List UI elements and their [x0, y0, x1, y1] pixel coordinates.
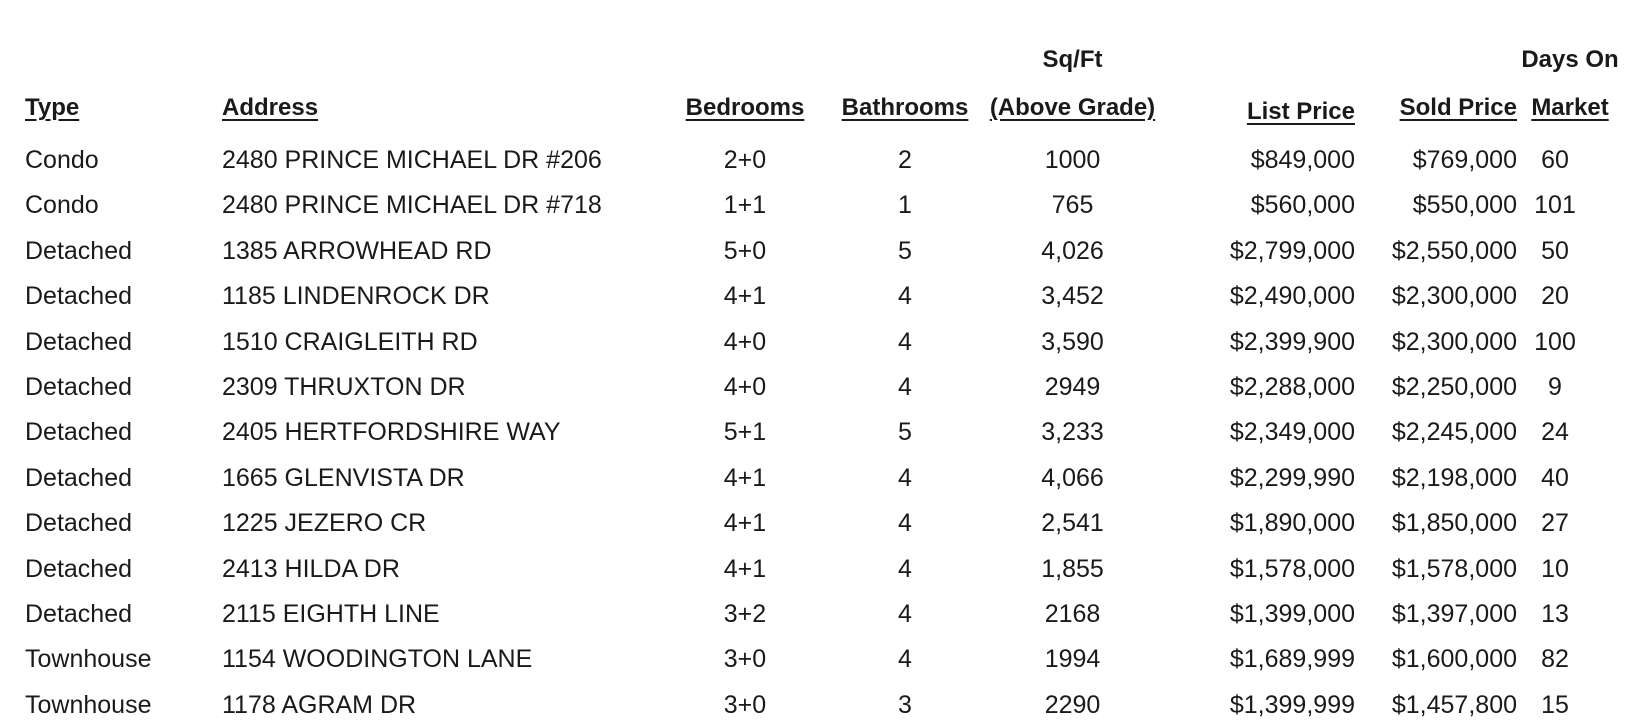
cell-list-price: $560,000 — [1250, 191, 1355, 220]
cell-type: Detached — [25, 463, 133, 492]
cell-sqft: 2949 — [1044, 373, 1101, 402]
header-sqft-line1: Sq/Ft — [1042, 46, 1103, 73]
cell-bedrooms: 4+1 — [723, 282, 767, 311]
cell-address: 1154 WOODINGTON LANE — [222, 645, 533, 674]
cell-address: 2115 EIGHTH LINE — [222, 600, 440, 629]
table-row — [25, 365, 1645, 410]
table-row — [25, 132, 1645, 183]
cell-bedrooms: 4+1 — [723, 509, 767, 538]
cell-list-price: $2,349,000 — [1229, 418, 1355, 447]
table-row — [25, 274, 1645, 319]
cell-days-on-market: 50 — [1541, 236, 1569, 265]
cell-days-on-market: 82 — [1541, 645, 1569, 674]
cell-bathrooms: 4 — [898, 463, 912, 492]
cell-address: 2309 THRUXTON DR — [222, 373, 466, 402]
cell-type: Detached — [25, 418, 133, 447]
header-list-price: List Price — [1246, 98, 1355, 125]
cell-bedrooms: 4+1 — [723, 554, 767, 583]
cell-days-on-market: 24 — [1541, 418, 1569, 447]
header-row — [25, 26, 1645, 132]
cell-days-on-market: 60 — [1541, 146, 1569, 174]
cell-sqft: 2168 — [1044, 600, 1101, 629]
cell-list-price: $849,000 — [1250, 146, 1355, 174]
cell-sold-price: $550,000 — [1412, 191, 1517, 220]
cell-bathrooms: 4 — [898, 373, 912, 402]
cell-sold-price: $769,000 — [1412, 146, 1517, 174]
cell-sqft: 1000 — [1044, 146, 1101, 174]
cell-list-price: $1,578,000 — [1229, 554, 1355, 583]
header-sqft — [985, 26, 1185, 132]
cell-type: Detached — [25, 554, 133, 583]
cell-type: Detached — [25, 373, 133, 402]
cell-sold-price: $1,578,000 — [1391, 554, 1517, 583]
cell-bathrooms: 5 — [898, 418, 912, 447]
cell-bathrooms: 1 — [898, 191, 912, 220]
cell-bathrooms: 2 — [898, 146, 912, 174]
cell-address: 1510 CRAIGLEITH RD — [222, 327, 478, 356]
cell-days-on-market: 40 — [1541, 463, 1569, 492]
cell-sold-price: $2,300,000 — [1391, 282, 1517, 311]
cell-sqft: 2290 — [1044, 690, 1101, 719]
cell-bathrooms: 4 — [898, 327, 912, 356]
cell-type: Townhouse — [25, 645, 152, 674]
cell-address: 1185 LINDENROCK DR — [222, 282, 490, 311]
cell-bedrooms: 4+0 — [723, 373, 767, 402]
cell-bathrooms: 4 — [898, 282, 912, 311]
header-dom-line2: Market — [1531, 94, 1609, 121]
table-row — [25, 683, 1645, 728]
cell-address: 1178 AGRAM DR — [222, 690, 417, 719]
cell-bathrooms: 4 — [898, 554, 912, 583]
cell-bedrooms: 2+0 — [723, 146, 767, 174]
cell-sqft: 3,590 — [1041, 327, 1104, 356]
cell-days-on-market: 20 — [1541, 282, 1569, 311]
cell-sqft: 1994 — [1044, 645, 1101, 674]
cell-bedrooms: 5+1 — [723, 418, 767, 447]
cell-sold-price: $2,550,000 — [1391, 236, 1517, 265]
cell-sqft: 3,233 — [1041, 418, 1104, 447]
header-sqft-line2: (Above Grade) — [989, 94, 1156, 121]
table-row — [25, 320, 1645, 365]
cell-days-on-market: 13 — [1541, 600, 1569, 629]
cell-bathrooms: 3 — [898, 690, 912, 719]
cell-list-price: $2,299,990 — [1229, 463, 1355, 492]
cell-sqft: 765 — [1051, 191, 1094, 220]
cell-sqft: 4,026 — [1041, 236, 1104, 265]
cell-sqft: 4,066 — [1041, 463, 1104, 492]
table-body — [25, 132, 1645, 728]
cell-days-on-market: 10 — [1541, 554, 1569, 583]
cell-address: 2405 HERTFORDSHIRE WAY — [222, 418, 561, 447]
cell-days-on-market: 101 — [1534, 191, 1576, 220]
table-row — [25, 637, 1645, 682]
cell-list-price: $2,490,000 — [1229, 282, 1355, 311]
cell-sold-price: $1,397,000 — [1391, 600, 1517, 629]
cell-type: Detached — [25, 327, 133, 356]
cell-days-on-market: 100 — [1534, 327, 1576, 356]
cell-bedrooms: 3+0 — [723, 645, 767, 674]
cell-sold-price: $1,457,800 — [1391, 690, 1517, 719]
cell-bedrooms: 4+1 — [723, 463, 767, 492]
cell-list-price: $1,399,999 — [1229, 690, 1355, 719]
cell-sold-price: $2,300,000 — [1391, 327, 1517, 356]
cell-bedrooms: 5+0 — [723, 236, 767, 265]
header-days-on-market — [1517, 26, 1645, 132]
header-bathrooms: Bathrooms — [841, 94, 969, 121]
table-row — [25, 183, 1645, 228]
table-row — [25, 501, 1645, 546]
cell-bedrooms: 1+1 — [723, 191, 767, 220]
table-row — [25, 410, 1645, 455]
header-bedrooms: Bedrooms — [685, 94, 805, 121]
cell-list-price: $2,399,900 — [1229, 327, 1355, 356]
header-dom-line1: Days On — [1521, 46, 1619, 73]
cell-sqft: 2,541 — [1041, 509, 1104, 538]
table-row — [25, 229, 1645, 274]
cell-bedrooms: 4+0 — [723, 327, 767, 356]
cell-sold-price: $1,600,000 — [1391, 645, 1517, 674]
cell-bedrooms: 3+2 — [723, 600, 767, 629]
cell-type: Townhouse — [25, 690, 152, 719]
cell-bathrooms: 4 — [898, 509, 912, 538]
cell-list-price: $2,799,000 — [1229, 236, 1355, 265]
cell-sold-price: $2,245,000 — [1391, 418, 1517, 447]
cell-bedrooms: 3+0 — [723, 690, 767, 719]
cell-address: 1665 GLENVISTA DR — [222, 463, 465, 492]
cell-bathrooms: 5 — [898, 236, 912, 265]
cell-type: Condo — [25, 191, 99, 220]
table-row — [25, 592, 1645, 637]
cell-sqft: 1,855 — [1041, 554, 1104, 583]
cell-bathrooms: 4 — [898, 600, 912, 629]
cell-list-price: $2,288,000 — [1229, 373, 1355, 402]
table-row — [25, 547, 1645, 592]
cell-sold-price: $2,198,000 — [1391, 463, 1517, 492]
header-address: Address — [222, 94, 319, 121]
cell-sqft: 3,452 — [1041, 282, 1104, 311]
cell-address: 2480 PRINCE MICHAEL DR #206 — [222, 146, 602, 174]
cell-sold-price: $1,850,000 — [1391, 509, 1517, 538]
cell-address: 1225 JEZERO CR — [222, 509, 427, 538]
cell-days-on-market: 9 — [1548, 373, 1562, 402]
cell-list-price: $1,890,000 — [1229, 509, 1355, 538]
cell-days-on-market: 15 — [1541, 690, 1569, 719]
cell-type: Detached — [25, 282, 133, 311]
cell-address: 2413 HILDA DR — [222, 554, 400, 583]
sold-listings-table — [25, 26, 1645, 728]
cell-sold-price: $2,250,000 — [1391, 373, 1517, 402]
cell-list-price: $1,399,000 — [1229, 600, 1355, 629]
cell-days-on-market: 27 — [1541, 509, 1569, 538]
cell-list-price: $1,689,999 — [1229, 645, 1355, 674]
cell-address: 2480 PRINCE MICHAEL DR #718 — [222, 191, 602, 220]
table-row — [25, 456, 1645, 501]
cell-type: Detached — [25, 509, 133, 538]
header-sold-price: Sold Price — [1399, 94, 1517, 121]
cell-bathrooms: 4 — [898, 645, 912, 674]
cell-type: Condo — [25, 146, 99, 174]
cell-address: 1385 ARROWHEAD RD — [222, 236, 492, 265]
header-type: Type — [25, 94, 80, 121]
cell-type: Detached — [25, 600, 133, 629]
cell-type: Detached — [25, 236, 133, 265]
